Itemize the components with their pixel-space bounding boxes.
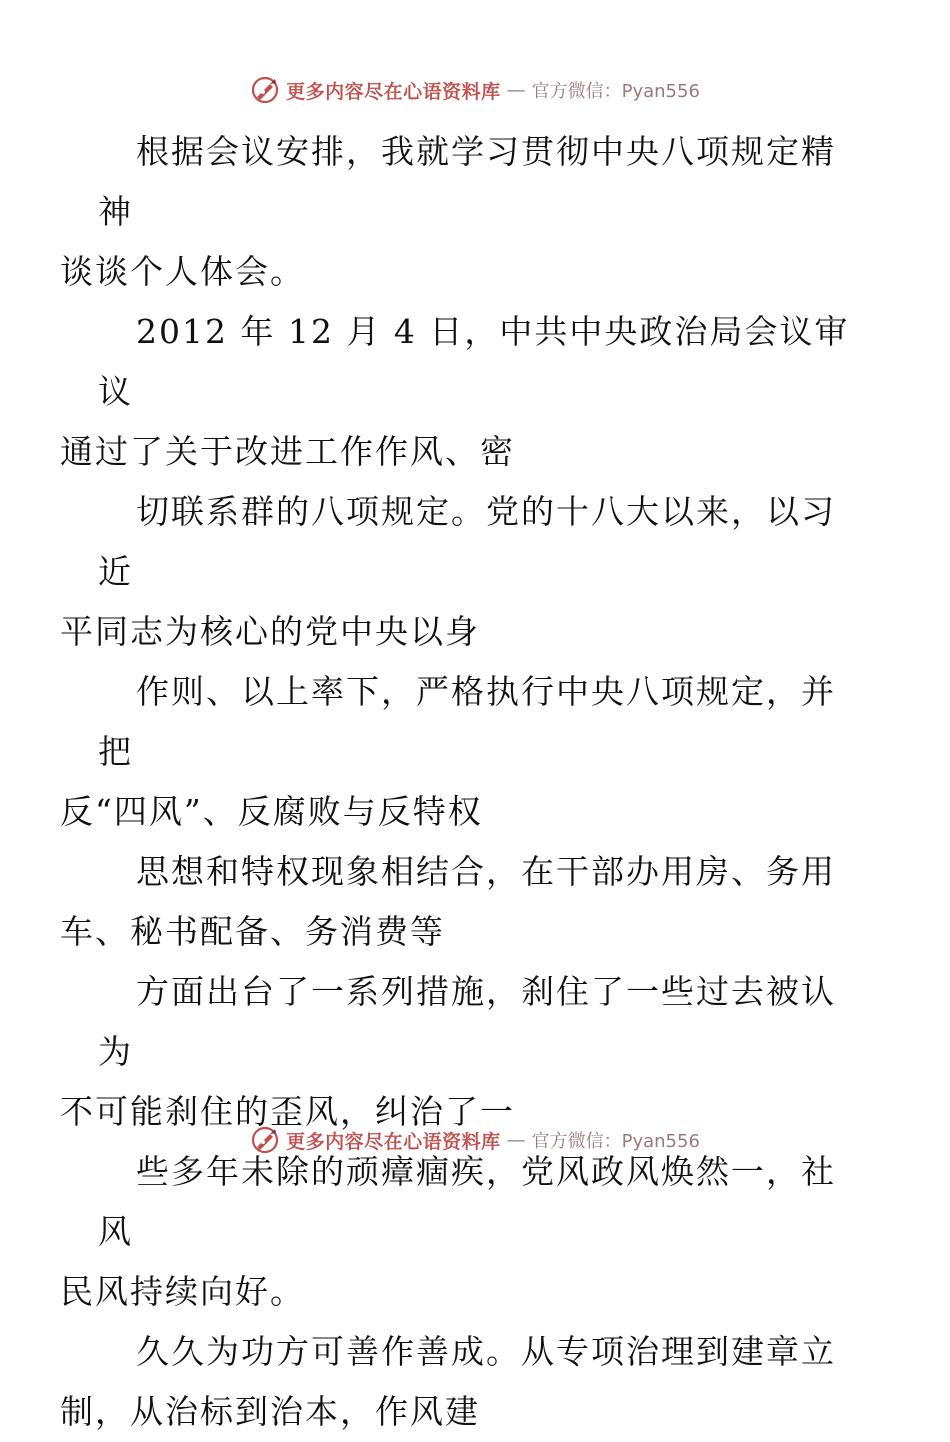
paragraph: [60, 662, 858, 842]
banner-text: 更多内容尽在心语资料库: [286, 1130, 501, 1153]
paragraph-line: 不可能刹住的歪风，纠治了一: [60, 1092, 515, 1131]
paragraph: [60, 962, 858, 1142]
paragraph-line: 平同志为核心的党中央以身: [60, 612, 480, 651]
paragraph: [60, 1142, 858, 1322]
paragraph-line: 民风持续向好。: [60, 1272, 305, 1311]
banner-dash: —: [506, 1129, 526, 1151]
document-body: [60, 122, 858, 1442]
paragraph-line: 久久为功方可善作善成。从专项治理到建章立: [136, 1332, 836, 1371]
banner-wechat: 官方微信：Pyan556: [531, 1131, 700, 1152]
paragraph: [60, 302, 858, 482]
paragraph-line: 谈谈个人体会。: [60, 252, 305, 291]
paragraph-line: 方面出台了一系列措施，刹住了一些过去被认为: [98, 972, 836, 1071]
paragraph: [60, 1322, 858, 1442]
paragraph: [60, 482, 858, 662]
banner-dash: —: [506, 79, 526, 101]
paragraph: [60, 842, 858, 962]
paragraph-line: 车、秘书配备、务消费等: [60, 912, 445, 951]
paragraph-line: 2012 年 12 月 4 日，中共中央政治局会议审议: [98, 312, 850, 411]
paragraph-line: 作则、以上率下，严格执行中央八项规定，并把: [98, 672, 836, 771]
footer-watermark-banner: [0, 1122, 950, 1158]
header-watermark-banner: [0, 72, 950, 108]
paragraph-line: 思想和特权现象相结合，在干部办用房、务用: [136, 852, 836, 891]
paragraph: [60, 122, 858, 302]
paragraph-line: 切联系群的八项规定。党的十八大以来，以习近: [98, 492, 836, 591]
paragraph-line: 通过了关于改进工作作风、密: [60, 432, 515, 471]
paragraph-line: 反“四风”、反腐败与反特权: [60, 792, 483, 831]
pen-logo-icon: [250, 1125, 280, 1155]
paragraph-line: 些多年未除的顽瘴痼疾，党风政风焕然一，社风: [98, 1152, 836, 1251]
banner-wechat: 官方微信：Pyan556: [531, 81, 700, 102]
banner-text: 更多内容尽在心语资料库: [286, 80, 501, 103]
pen-logo-icon: [250, 75, 280, 105]
paragraph-line: 根据会议安排，我就学习贯彻中央八项规定精神: [98, 132, 836, 231]
paragraph-line: 制，从治标到治本，作风建: [60, 1392, 480, 1431]
